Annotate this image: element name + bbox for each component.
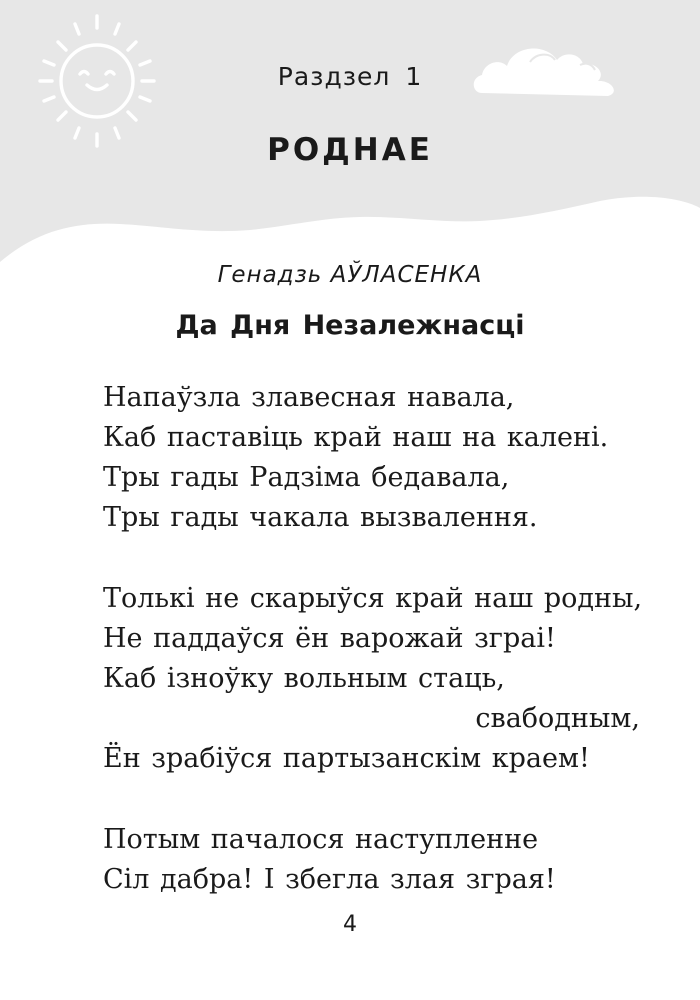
stanza-2 xyxy=(103,579,643,779)
page-number: 4 xyxy=(343,912,357,937)
poem-author: Генадзь АЎЛАСЕНКА xyxy=(217,262,483,288)
poem-line: Ён зрабіўся партызанскім краем! xyxy=(103,743,590,774)
stanza-1 xyxy=(103,378,643,538)
poem-line: Каб паставіць край наш на калені. xyxy=(103,422,609,453)
stanza-gap xyxy=(103,779,643,820)
poem-line: Каб ізноўку вольным стаць, xyxy=(103,663,505,694)
poem-line: Тры гады чакала вызвалення. xyxy=(103,502,538,533)
poem-line: Тры гады Радзіма бедавала, xyxy=(103,462,510,493)
poem-title: Да Дня Незалежнасці xyxy=(175,310,525,341)
section-title: РОДНАЕ xyxy=(267,132,433,168)
section-label: Раздзел 1 xyxy=(277,62,423,91)
poem-line: Толькі не скарыўся край наш родны, xyxy=(103,583,643,614)
poem-line-continuation: свабодным, xyxy=(475,703,640,734)
poem-line: Не паддаўся ён варожай зграі! xyxy=(103,623,556,654)
poem-line: Напаўзла злавесная навала, xyxy=(103,382,515,413)
stanza-3 xyxy=(103,820,643,900)
poem-line: Потым пачалося наступленне xyxy=(103,824,539,855)
poem-line: Сіл дабра! І збегла злая зграя! xyxy=(103,864,556,895)
poem-body xyxy=(103,378,643,900)
stanza-gap xyxy=(103,538,643,579)
